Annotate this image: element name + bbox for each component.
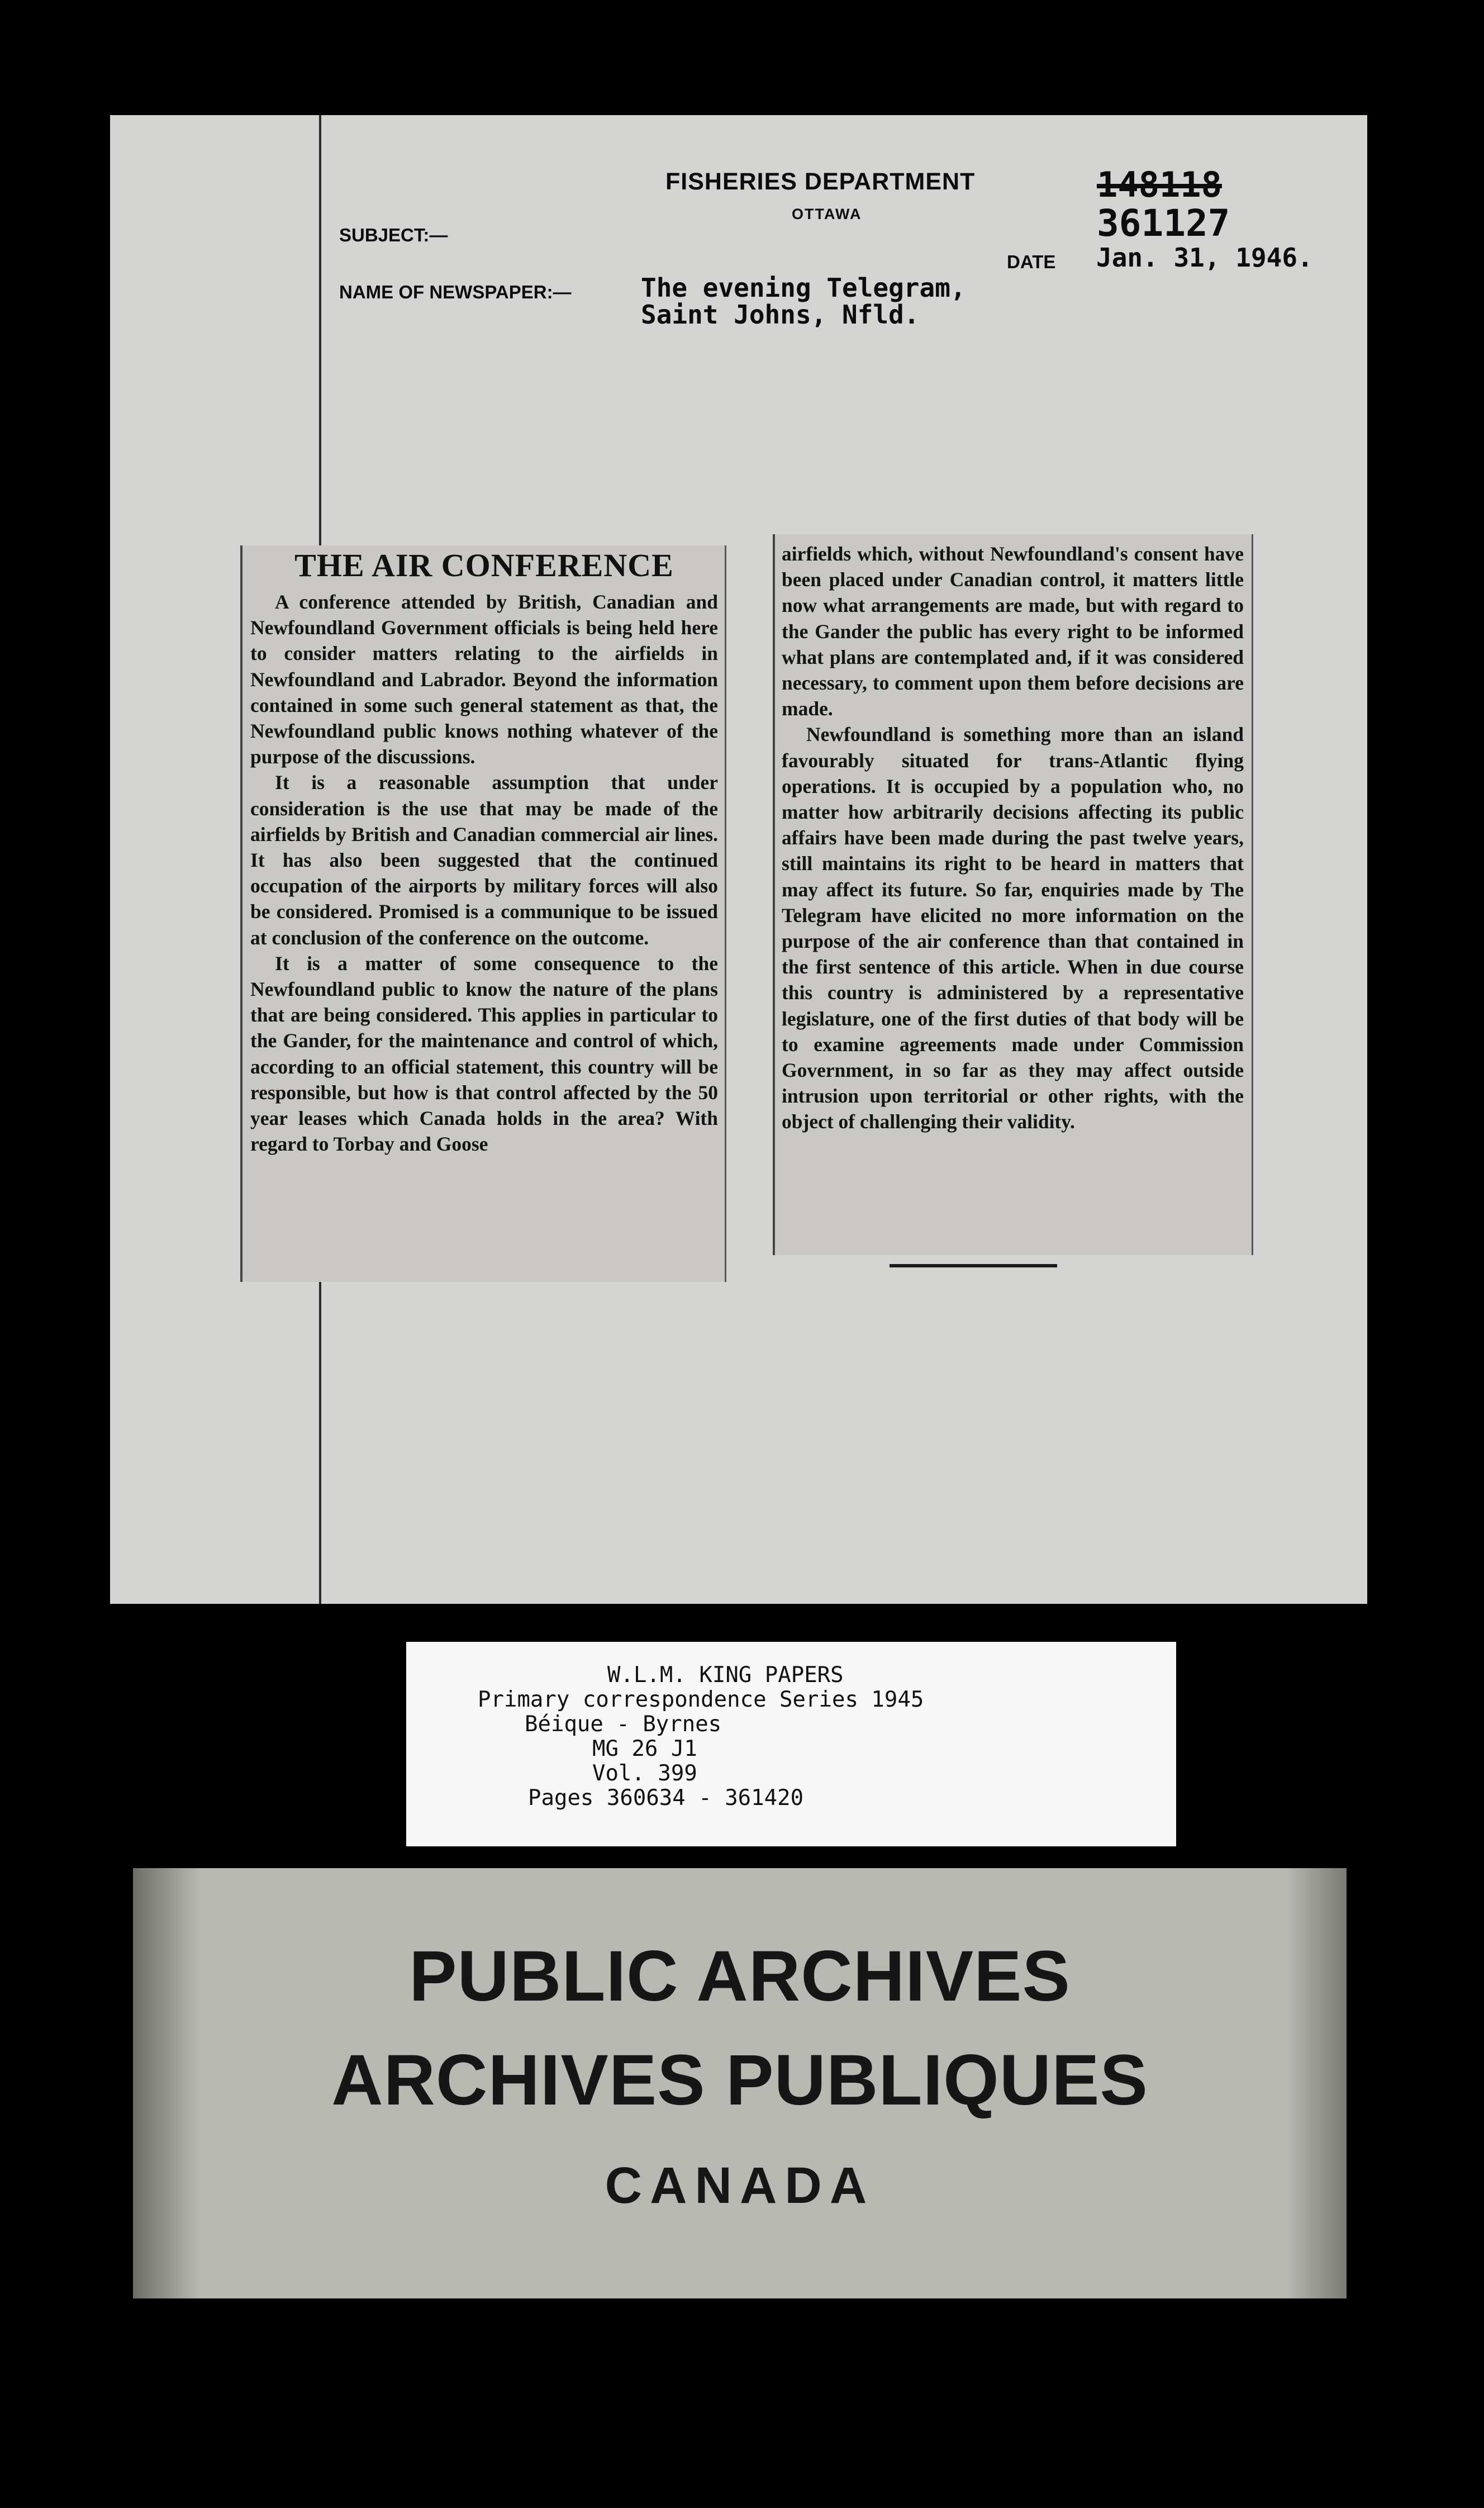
- label-collection: W.L.M. KING PAPERS: [607, 1662, 844, 1688]
- archive-label-card: [406, 1642, 1176, 1846]
- clipping-right-column: [773, 534, 1253, 1255]
- clipping-left-column: [240, 545, 726, 1282]
- clipping-paragraph: airfields which, without Newfoundland's consent have been placed under Canadian control, it matters little now what arrangements are made, but with regard to the Gander the public has every right to be informed what plans are contemplated and, if it was considered necessary, to comment upon them before decisions are made.: [782, 543, 1244, 720]
- label-range: Béique - Byrnes: [525, 1712, 722, 1737]
- label-series: Primary correspondence Series 1945: [478, 1687, 924, 1712]
- reference-number: 361127: [1097, 202, 1230, 245]
- date-label: DATE: [1007, 251, 1056, 272]
- document-sheet: [110, 115, 1367, 1604]
- clipping-paragraph: Newfoundland is something more than an island favourably situated for trans-Atlantic flying operations. It is occupied by a population who, no matter how arbitrarily decisions affecting its public affairs have been made during the past twelve years, still maintains its right to be heard in matters that may affect its future. So far, enquiries made by The Telegram have elicited no more information on the purpose of the air conference than that contained in the first sentence of this article. When in due course this country is administered by a representative legislature, one of the first duties of that body will be to examine agreements made under Commission Government, in so far as they may affect outside intrusion upon territorial or other rights, with the object of challenging their validity.: [782, 723, 1244, 1133]
- public-archives-stamp: [133, 1868, 1347, 2298]
- struck-reference-number: 148118: [1097, 164, 1222, 205]
- newspaper-name-line1: The evening Telegram,: [641, 273, 966, 303]
- stamp-line-english: PUBLIC ARCHIVES: [409, 1936, 1071, 2016]
- stamp-line-french: ARCHIVES PUBLIQUES: [331, 2040, 1148, 2120]
- label-pages: Pages 360634 - 361420: [528, 1785, 804, 1811]
- stamp-line-country: CANADA: [605, 2157, 875, 2214]
- clipping-paragraph: It is a reasonable assumption that under consideration is the use that may be made of the airfields by British and Canadian commercial air lines. It has also been suggested that the continued occupation of the airports by military forces will also be considered. Promised is a communique to be issued at conclusion of the conference on the outcome.: [250, 771, 718, 949]
- newspaper-label: NAME OF NEWSPAPER:—: [339, 282, 572, 302]
- end-rule: [890, 1264, 1057, 1267]
- clipping-paragraph: A conference attended by British, Canadian and Newfoundland Government officials is being held here to consider matters relating to the airfields in Newfoundland and Labrador. Beyond the information contained in some such general statement as that, the Newfoundland public knows nothing whatever of the purpose of the discussions.: [250, 591, 718, 768]
- clipping-title: THE AIR CONFERENCE: [294, 547, 674, 583]
- subject-label: SUBJECT:—: [339, 225, 448, 245]
- date-value: Jan. 31, 1946.: [1096, 243, 1313, 273]
- label-volume: Vol. 399: [592, 1761, 697, 1786]
- department-heading: FISHERIES DEPARTMENT: [665, 168, 976, 195]
- newspaper-name-line2: Saint Johns, Nfld.: [641, 300, 920, 330]
- clipping-paragraph: It is a matter of some consequence to the Newfoundland public to know the nature of the plans that are being considered. This applies in particular to the Gander, for the maintenance and control of which, according to an official statement, this country will be responsible, but how is that control affected by the 50 year leases which Canada holds in the area? With regard to Torbay and Goose: [250, 952, 718, 1156]
- city-heading: OTTAWA: [792, 206, 862, 222]
- label-reference: MG 26 J1: [592, 1736, 697, 1761]
